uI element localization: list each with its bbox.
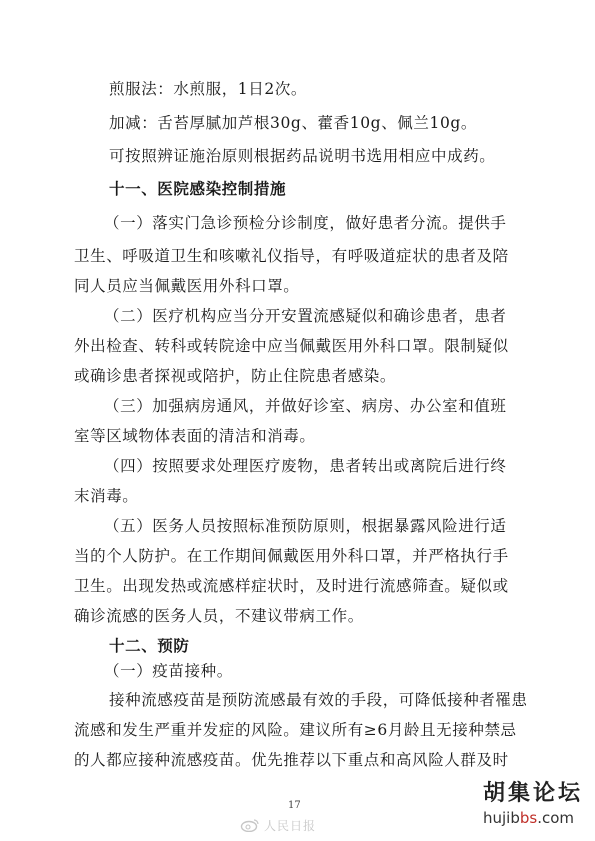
text-line: 接种流感疫苗是预防流感最有效的手段，可降低接种者罹患 xyxy=(109,691,528,709)
section-heading: 十二、预防 xyxy=(109,636,190,655)
text-line: （一）落实门急诊预检分诊制度，做好患者分流。提供手 xyxy=(104,214,507,232)
text-line: 加减：舌苔厚腻加芦根30g、藿香10g、佩兰10g。 xyxy=(109,114,478,132)
weibo-watermark xyxy=(240,816,316,834)
forum-name: 胡集论坛 xyxy=(482,781,583,806)
text-line: （五）医务人员按照标准预防原则，根据暴露风险进行适 xyxy=(104,517,507,535)
forum-watermark xyxy=(483,780,583,828)
weibo-watermark-text: 人民日报 xyxy=(264,818,317,833)
text-line: 煎服法：水煎服，1日2次。 xyxy=(109,80,308,98)
text-line: （二）医疗机构应当分开安置流感疑似和确诊患者，患者 xyxy=(104,307,507,325)
text-line: 确诊流感的医务人员，不建议带病工作。 xyxy=(74,607,364,625)
text-line: 外出检查、转科或转院途中应当佩戴医用外科口罩。限制疑似 xyxy=(74,337,509,355)
text-line: 可按照辨证施治原则根据药品说明书选用相应中成药。 xyxy=(109,147,496,165)
text-line: 室等区域物体表面的清洁和消毒。 xyxy=(74,427,316,445)
text-line: 或确诊患者探视或陪护，防止住院患者感染。 xyxy=(74,367,397,385)
text-line: 末消毒。 xyxy=(74,487,139,505)
text-line: 当的个人防护。在工作期间佩戴医用外科口罩，并严格执行手 xyxy=(74,547,509,565)
text-line: （三）加强病房通风，并做好诊室、病房、办公室和值班 xyxy=(104,397,507,415)
text-line: 卫生。出现发热或流感样症状时，及时进行流感筛查。疑似或 xyxy=(74,577,509,595)
forum-url: hujibbs.com xyxy=(482,809,575,827)
text-line: 卫生、呼吸道卫生和咳嗽礼仪指导，有呼吸道症状的患者及陪 xyxy=(74,247,509,265)
text-line: 同人员应当佩戴医用外科口罩。 xyxy=(74,277,300,295)
text-line: （一）疫苗接种。 xyxy=(104,662,233,680)
text-line: （四）按照要求处理医疗废物，患者转出或离院后进行终 xyxy=(104,457,507,475)
section-heading: 十一、医院感染控制措施 xyxy=(109,179,287,198)
page-number: 17 xyxy=(288,800,301,811)
text-line: 流感和发生严重并发症的风险。建议所有≥6月龄且无接种禁忌 xyxy=(74,721,517,739)
text-line: 的人都应接种流感疫苗。优先推荐以下重点和高风险人群及时 xyxy=(74,751,509,769)
weibo-icon xyxy=(240,818,260,832)
